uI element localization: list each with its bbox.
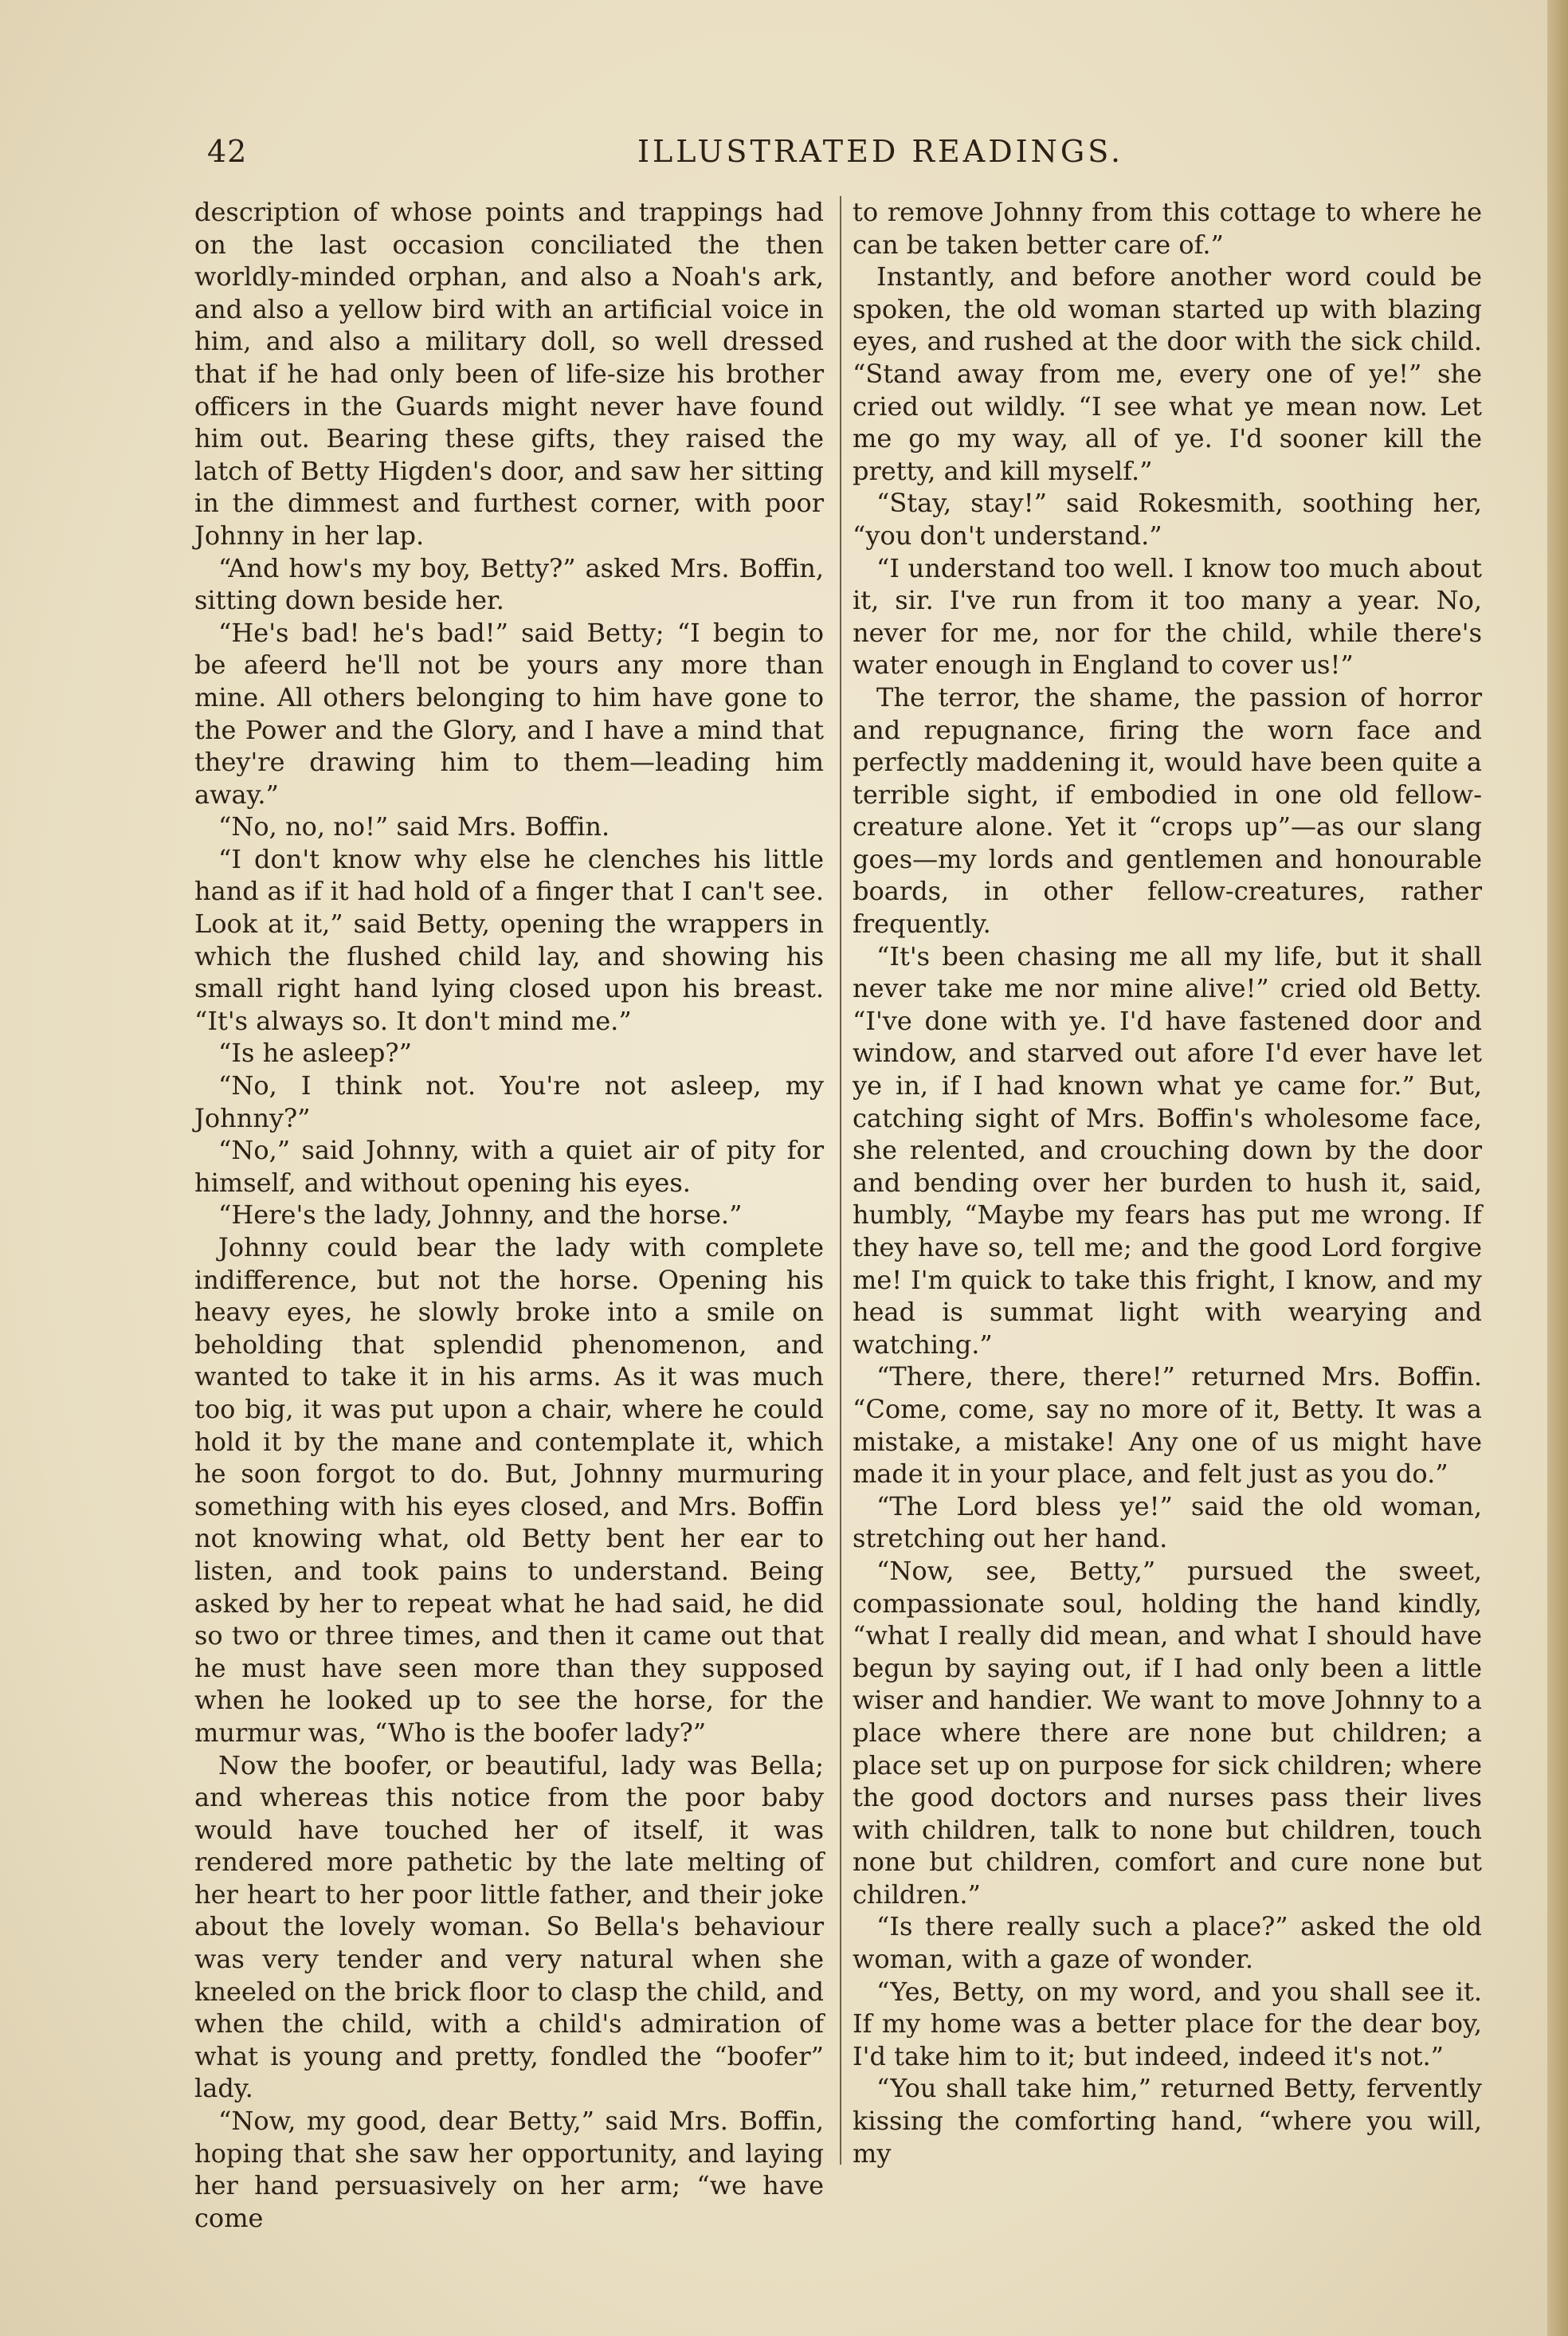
page-edge: [1547, 0, 1568, 2336]
paragraph: “Yes, Betty, on my word, and you shall see it. If my home was a better place for the dear boy, I'd take him to it; but indeed, indeed it's not.”: [853, 1976, 1482, 2071]
paragraph: to remove Johnny from this cottage to where he can be taken better care of.”: [853, 197, 1482, 260]
column-divider: [840, 196, 841, 2165]
paragraph: Instantly, and before another word could be spoken, the old woman started up with blazing eyes, and rushed at the door with the sick child. “Stand away from me, every one of ye!” she cried out wildly. “I see what ye mean now. Let me go my way, all of ye. I'd sooner kill the pretty, and kill myself.”: [853, 261, 1482, 486]
paragraph: “Stay, stay!” said Rokesmith, soothing her, “you don't understand.”: [853, 488, 1482, 551]
right-column: [853, 196, 1482, 2169]
paragraph: “I understand too well. I know too much about it, sir. I've run from it too many a year. No, never for me, nor for the child, while there's water enough in England to cover us!”: [853, 552, 1482, 681]
paragraph: “Now, see, Betty,” pursued the sweet, compassionate soul, holding the hand kindly, “what I really did mean, and what I should have begun by saying out, if I had only been a little wiser and handier. We want to move Johnny to a place where there are none but children; a place set up on purpose for sick children; where the good doctors and nurses pass their lives with children, talk to none but children, touch none but children, comfort and cure none but children.”: [853, 1555, 1482, 1910]
paragraph: “No, no, no!” said Mrs. Boffin.: [218, 811, 610, 842]
paragraph: “I don't know why else he clenches his little hand as if it had hold of a finger that I can't see. Look at it,” said Betty, opening the wrappers in which the flushed child lay, and showing his small right hand lying closed upon his breast. “It's always so. It don't mind me.”: [194, 843, 824, 1036]
paragraph: “It's been chasing me all my life, but it shall never take me nor mine alive!” cried old Betty. “I've done with ye. I'd have fastened door and window, and starved out afore I'd ever have let ye in, if I had known what ye came for.” But, catching sight of Mrs. Boffin's wholesome face, she relented, and crouching down by the door and bending over her burden to hush it, said, humbly, “Maybe my fears has put me wrong. If they have so, tell me; and the good Lord forgive me! I'm quick to take this fright, I know, and my head is summat light with wearying and watching.”: [853, 940, 1482, 1360]
paragraph: description of whose points and trappings had on the last occasion conciliated the then worldly-minded orphan, and also a Noah's ark, and also a yellow bird with an artificial voice in him, and also a military doll, so well dressed that if he had only been of life-size his brother officers in the Guards might never have found him out. Bearing these gifts, they raised the latch of Betty Higden's door, and saw her sitting in the dimmest and furthest corner, with poor Johnny in her lap.: [194, 197, 824, 551]
paragraph: “Is there really such a place?” asked the old woman, with a gaze of wonder.: [853, 1911, 1482, 1975]
paragraph: “You shall take him,” returned Betty, fervently kissing the comforting hand, “where you will, my: [853, 2073, 1482, 2169]
paragraph: Now the boofer, or beautiful, lady was Bella; and whereas this notice from the poor baby would have touched her of itself, it was rendered more pathetic by the late melting of her heart to her poor little father, and their joke about the lovely woman. So Bella's behaviour was very tender and very natural when she kneeled on the brick floor to clasp the child, and when the child, with a child's admiration of what is young and pretty, fondled the “boofer” lady.: [194, 1749, 824, 2104]
paragraph: “Now, my good, dear Betty,” said Mrs. Boffin, hoping that she saw her opportunity, and laying her hand persuasively on her arm; “we have come: [194, 2106, 824, 2233]
paragraph: The terror, the shame, the passion of horror and repugnance, firing the worn face and perfectly maddening it, would have been quite a terrible sight, if embodied in one old fellow-creature alone. Yet it “crops up”—as our slang goes—my lords and gentlemen and honourable boards, in other fellow-creatures, rather frequently.: [853, 681, 1482, 940]
running-head: ILLUSTRATED READINGS.: [637, 134, 1124, 169]
paragraph: Johnny could bear the lady with complete indifference, but not the horse. Opening his heavy eyes, he slowly broke into a smile on beholding that splendid phenomenon, and wanted to take it in his arms. As it was much too big, it was put upon a chair, where he could hold it by the mane and contemplate it, which he soon forgot to do. But, Johnny murmuring something with his eyes closed, and Mrs. Boffin not knowing what, old Betty bent her ear to listen, and took pains to understand. Being asked by her to repeat what he had said, he did so two or three times, and then it came out that he must have seen more than they supposed when he looked up to see the horse, for the murmur was, “Who is the boofer lady?”: [194, 1232, 824, 1748]
paragraph: “He's bad! he's bad!” said Betty; “I begin to be afeerd he'll not be yours any more than mine. All others belonging to him have gone to the Power and the Glory, and I have a mind that they're drawing him to them—leading him away.”: [194, 617, 824, 810]
paragraph: “No, I think not. You're not asleep, my Johnny?”: [194, 1070, 824, 1133]
paragraph: “There, there, there!” returned Mrs. Boffin. “Come, come, say no more of it, Betty. It was a mistake, a mistake! Any one of us might have made it in your place, and felt just as you do.”: [853, 1361, 1482, 1490]
paragraph: “Is he asleep?”: [218, 1038, 412, 1069]
paragraph: “Here's the lady, Johnny, and the horse.”: [218, 1199, 743, 1231]
paragraph: “And how's my boy, Betty?” asked Mrs. Boffin, sitting down beside her.: [194, 552, 824, 616]
left-column: [194, 196, 824, 2234]
page-number: 42: [207, 134, 248, 169]
paragraph: “No,” said Johnny, with a quiet air of pity for himself, and without opening his eyes.: [194, 1135, 824, 1198]
page-header: [207, 134, 1482, 174]
paragraph: “The Lord bless ye!” said the old woman, stretching out her hand.: [853, 1490, 1482, 1554]
